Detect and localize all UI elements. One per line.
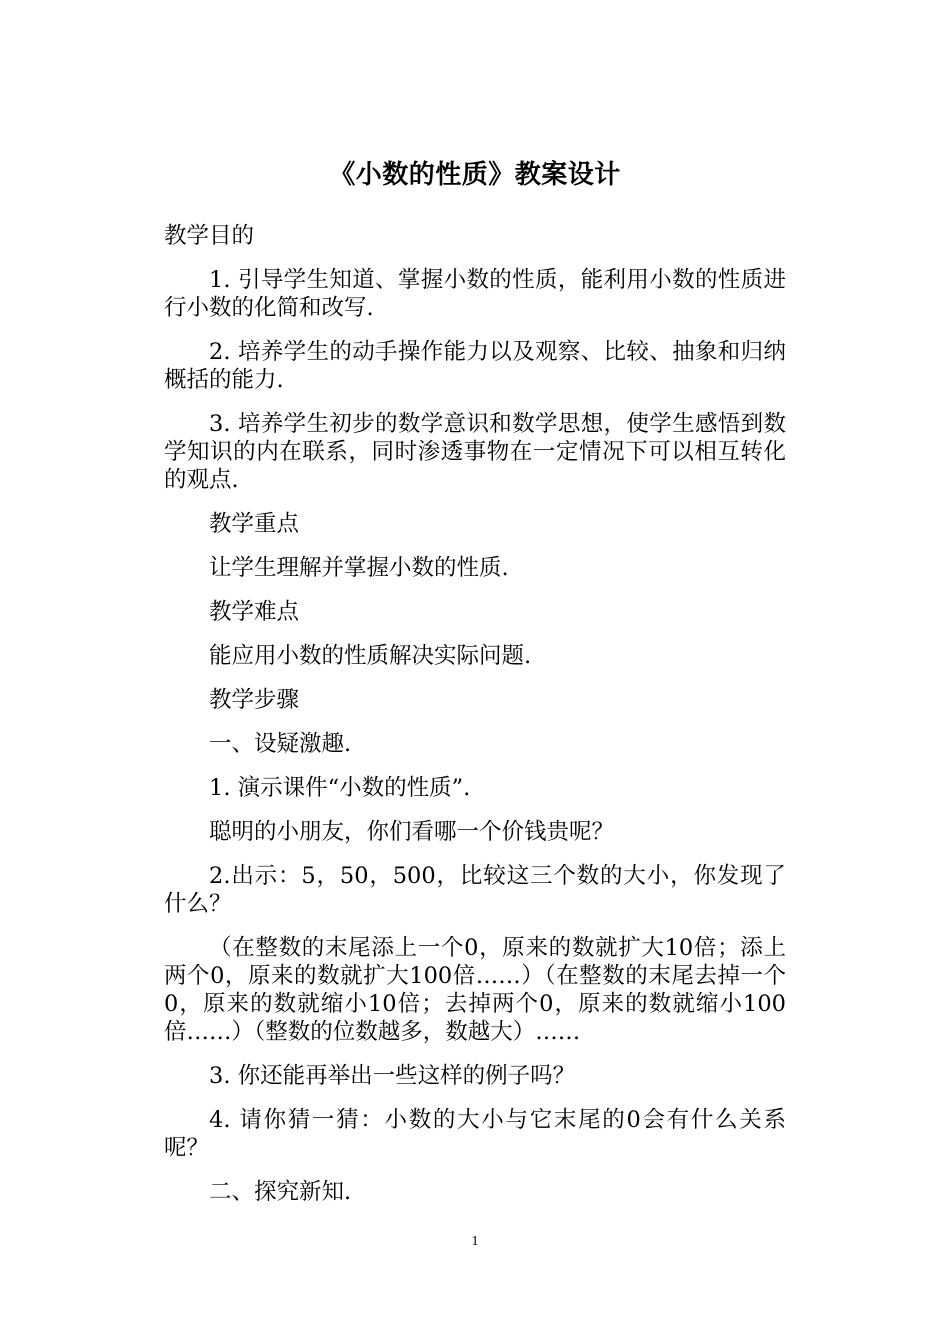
step-heading: 二、探究新知. <box>209 1179 352 1205</box>
section-heading: 教学步骤 <box>209 687 300 713</box>
paragraph: 3. 培养学生初步的数学意识和数学思想，使学生感悟到数学知识的内在联系，同时渗透事物在一定情况下可以相互转化的观点. <box>164 411 786 493</box>
paragraph: 1. 引导学生知道、掌握小数的性质，能利用小数的性质进行小数的化简和改写. <box>164 267 786 321</box>
section-heading: 教学难点 <box>209 599 300 625</box>
paragraph: 聪明的小朋友，你们看哪一个价钱贵呢？ <box>209 819 615 845</box>
paragraph: 1. 演示课件“小数的性质”. <box>209 775 471 801</box>
paragraph: 2.出示：5，50，500，比较这三个数的大小，你发现了什么？ <box>164 863 786 917</box>
paragraph: 3. 你还能再举出一些这样的例子吗？ <box>209 1063 576 1089</box>
step-heading: 一、设疑激趣. <box>209 731 352 757</box>
paragraph: 能应用小数的性质解决实际问题. <box>209 643 532 669</box>
section-heading: 教学重点 <box>209 511 300 537</box>
paragraph: 2. 培养学生的动手操作能力以及观察、比较、抽象和归纳概括的能力. <box>164 339 786 393</box>
paragraph: 让学生理解并掌握小数的性质. <box>209 555 509 581</box>
page-number: 1 <box>471 1234 479 1249</box>
document-body <box>164 222 786 1222</box>
document-title: 《小数的性质》教案设计 <box>329 160 621 190</box>
paragraph: 4. 请你猜一猜：小数的大小与它末尾的0会有什么关系呢？ <box>164 1107 786 1161</box>
paragraph: （在整数的末尾添上一个0，原来的数就扩大10倍；添上两个0，原来的数就扩大100倍……）（在整数的末尾去掉一个0，原来的数就缩小10倍；去掉两个0，原来的数就缩小100倍……）（整数的位数越多，数越大）…… <box>164 935 786 1045</box>
paragraph: 教学目的 <box>164 223 255 249</box>
